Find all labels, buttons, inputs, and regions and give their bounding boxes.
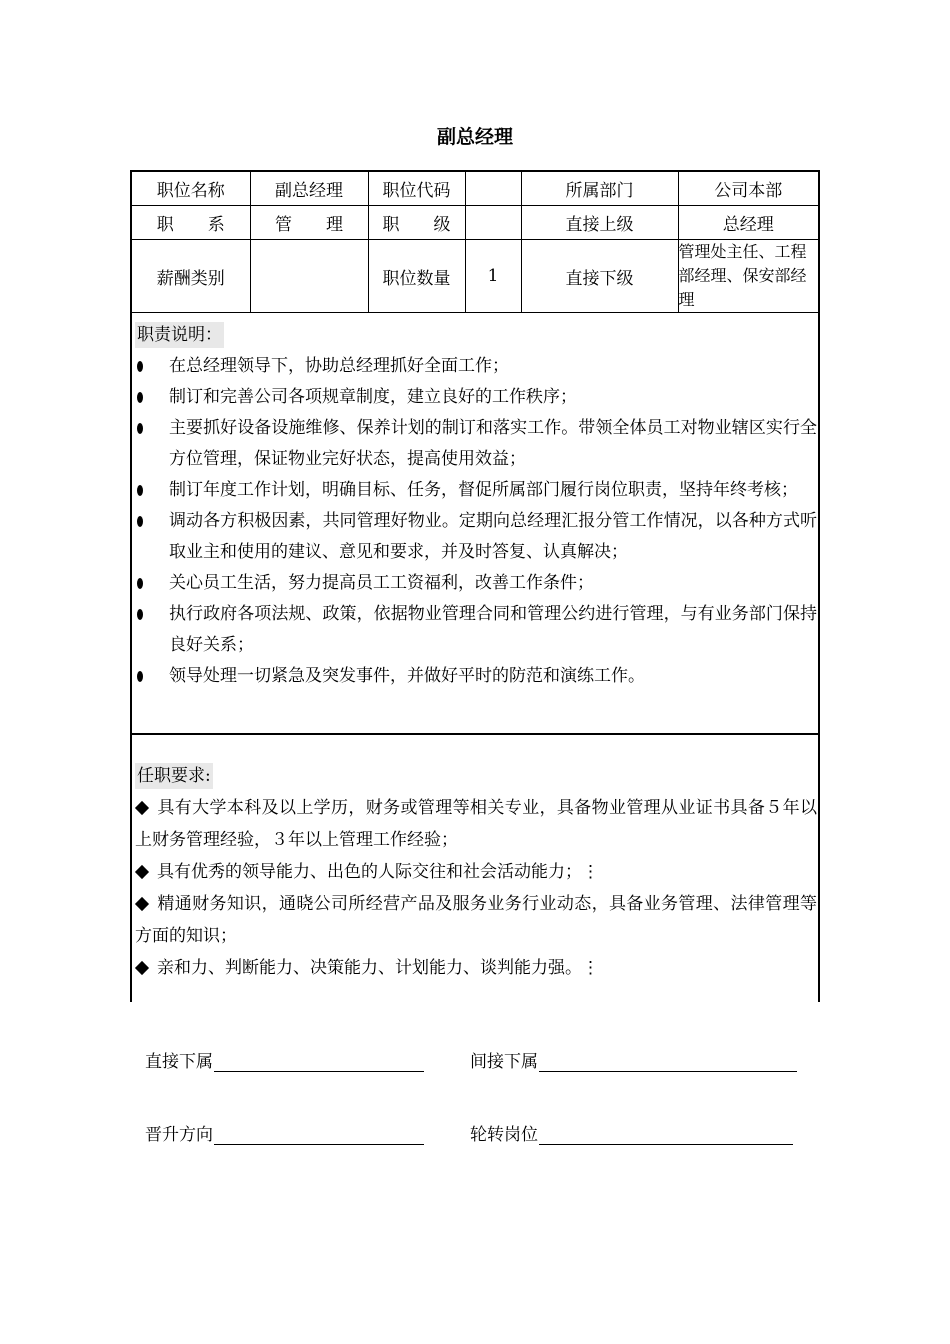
requirement-item [135,792,817,856]
diamond-bullet-icon [135,960,149,974]
value-department: 公司本部 [678,172,818,206]
indirect-subordinates-label: 间接下属 [470,1052,538,1072]
position-form [130,170,820,1002]
value-position-name: 副总经理 [250,172,368,206]
bullet-dot-icon [135,506,143,527]
duty-item [135,382,817,413]
requirement-item [135,952,817,984]
duties-title: 职责说明： [135,322,224,348]
duty-text: 在总经理领导下，协助总经理抓好全面工作； [169,356,509,376]
promotion-label: 晋升方向 [145,1125,213,1145]
bullet-dot-icon [135,413,143,434]
duty-text: 领导处理一切紧急及突发事件，并做好平时的防范和演练工作。 [169,666,645,686]
direct-subordinates-blank[interactable] [214,1053,424,1072]
duties-list [135,351,817,692]
duty-text: 主要抓好设备设施维修、保养计划的制订和落实工作。带领全体员工对物业辖区实行全方位管理，保证物业完好状态，提高使用效益； [169,418,817,469]
rotation-blank[interactable] [539,1126,793,1145]
promotion-blank[interactable] [214,1126,424,1145]
rotation-field [470,1120,793,1145]
value-headcount: 1 [465,240,521,313]
label-position-code: 职位代码 [368,172,465,206]
duty-text: 执行政府各项法规、政策，依据物业管理合同和管理公约进行管理，与有业务部门保持良好关系； [169,604,817,655]
value-position-code [465,172,521,206]
table-row [132,172,818,206]
bullet-dot-icon [135,661,143,682]
section-divider [132,733,818,735]
duty-item [135,568,817,599]
duties-section [135,322,817,692]
label-direct-subordinates: 直接下级 [521,240,678,313]
duty-item [135,661,817,692]
requirement-text: 具有优秀的领导能力、出色的人际交往和社会活动能力；⋮ [157,862,599,882]
label-position-name: 职位名称 [132,172,250,206]
duty-item [135,351,817,382]
rotation-label: 轮转岗位 [470,1125,538,1145]
bullet-dot-icon [135,599,143,620]
requirement-item [135,888,817,952]
requirement-text: 具有大学本科及以上学历，财务或管理等相关专业，具备物业管理从业证书具备５年以上财务管理经验，３年以上管理工作经验； [135,798,817,850]
value-job-family: 管 理 [250,206,368,240]
requirements-title: 任职要求: [135,763,213,789]
table-row [132,206,818,240]
requirement-item [135,856,817,888]
bullet-dot-icon [135,382,143,403]
diamond-bullet-icon [135,864,149,878]
duty-text: 关心员工生活，努力提高员工工资福利，改善工作条件； [169,573,594,593]
label-job-family: 职 系 [132,206,250,240]
label-department: 所属部门 [521,172,678,206]
position-info-table [132,172,818,313]
document-title: 副总经理 [436,126,513,148]
table-row [132,240,818,313]
duty-item [135,506,817,568]
diamond-bullet-icon [135,896,149,910]
label-headcount: 职位数量 [368,240,465,313]
requirements-list [135,792,817,984]
direct-subordinates-field [145,1047,424,1072]
requirement-text: 亲和力、判断能力、决策能力、计划能力、谈判能力强。⋮ [157,958,599,978]
indirect-subordinates-field [470,1047,797,1072]
value-job-level [465,206,521,240]
direct-subordinates-label: 直接下属 [145,1052,213,1072]
diamond-bullet-icon [135,800,149,814]
label-job-level: 职 级 [368,206,465,240]
requirements-section [135,763,817,984]
duty-item [135,413,817,475]
value-direct-superior: 总经理 [678,206,818,240]
promotion-field [145,1120,424,1145]
duty-item [135,475,817,506]
bullet-dot-icon [135,351,143,372]
bullet-dot-icon [135,568,143,589]
label-direct-superior: 直接上级 [521,206,678,240]
value-direct-subordinates: 管理处主任、工程部经理、保安部经理 [678,240,818,313]
duty-text: 制订和完善公司各项规章制度，建立良好的工作秩序； [169,387,577,407]
duty-text: 调动各方积极因素，共同管理好物业。定期向总经理汇报分管工作情况，以各种方式听取业主和使用的建议、意见和要求，并及时答复、认真解决； [169,511,817,562]
label-salary-category: 薪酬类别 [132,240,250,313]
requirement-text: 精通财务知识，通晓公司所经营产品及服务业务行业动态，具备业务管理、法律管理等方面的知识； [135,894,817,946]
indirect-subordinates-blank[interactable] [539,1053,797,1072]
duty-item [135,599,817,661]
duty-text: 制订年度工作计划，明确目标、任务，督促所属部门履行岗位职责，坚持年终考核； [169,480,798,500]
bullet-dot-icon [135,475,143,496]
value-salary-category [250,240,368,313]
